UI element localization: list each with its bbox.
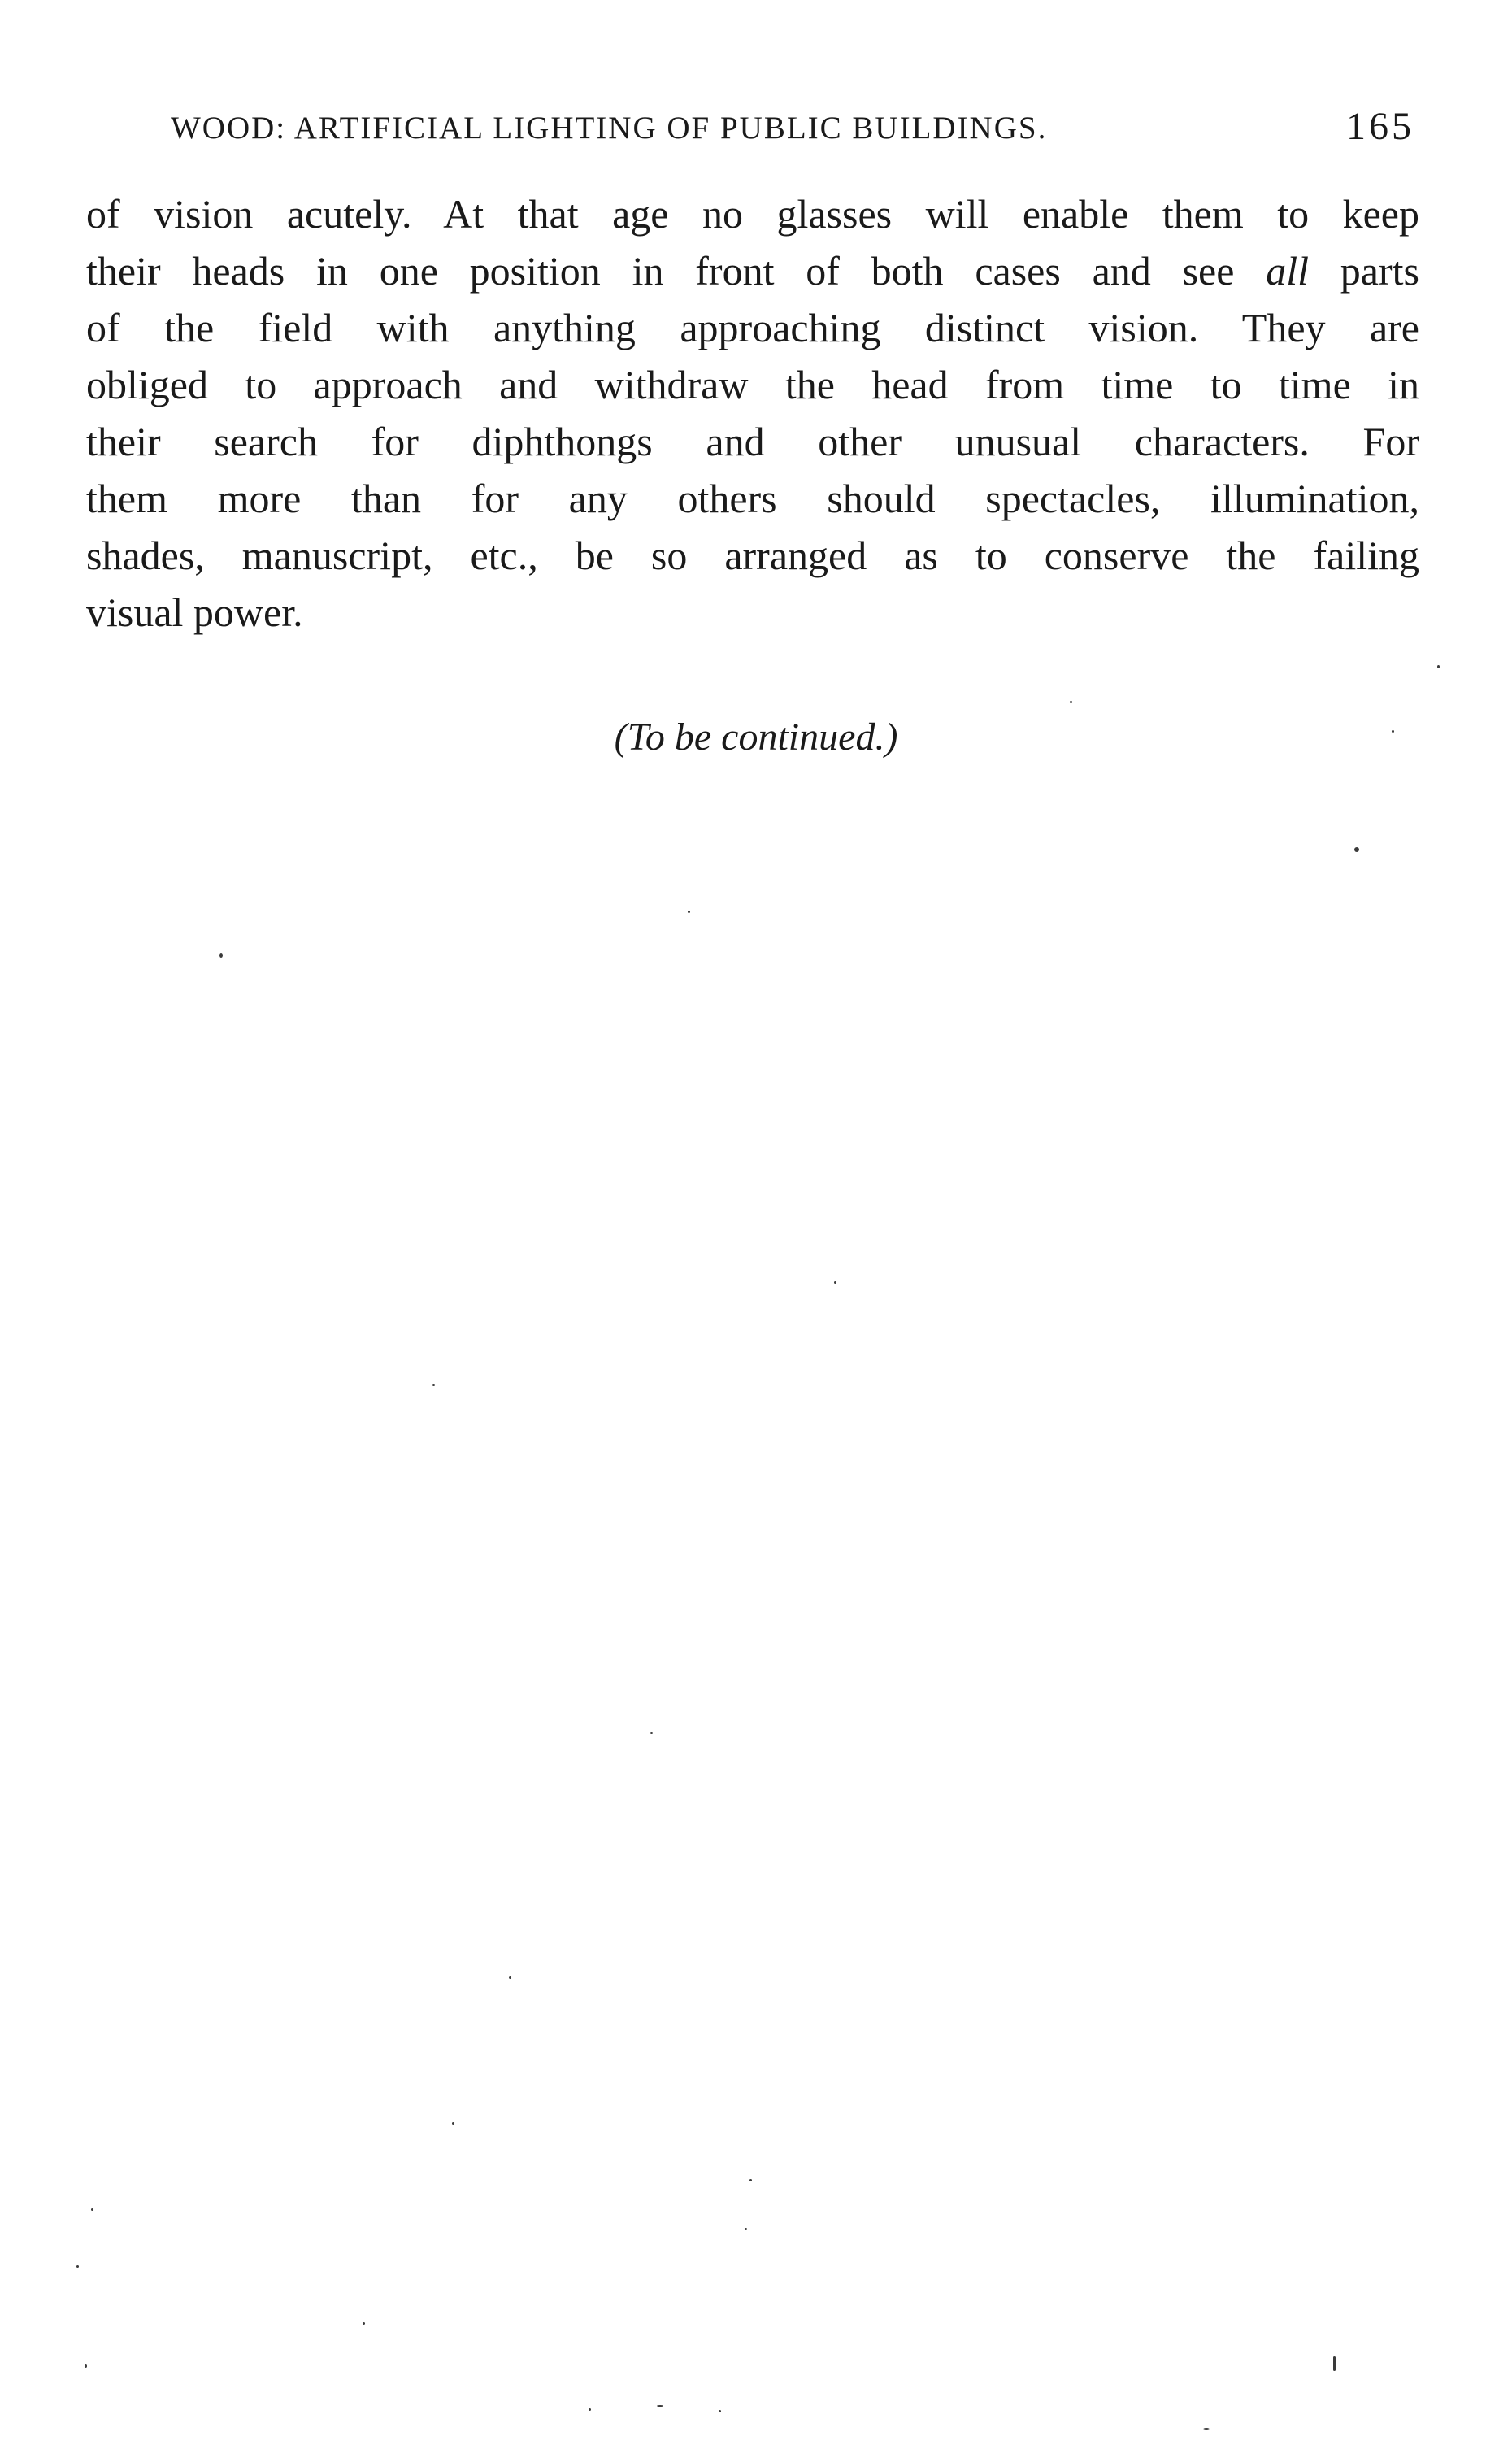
scan-speck xyxy=(91,2208,93,2211)
text-line: of the field with anything approaching distinct vision. They are xyxy=(86,305,1419,350)
text-line-part: parts xyxy=(1309,248,1419,294)
scan-speck xyxy=(1392,730,1394,733)
running-title: WOOD: ARTIFICIAL LIGHTING OF PUBLIC BUILDINGS. xyxy=(171,111,1048,146)
scan-speck xyxy=(1203,2428,1210,2430)
scan-speck xyxy=(1333,2356,1336,2371)
text-line: visual power. xyxy=(86,589,303,635)
scan-speck xyxy=(509,1976,511,1979)
scan-speck xyxy=(76,2265,79,2268)
scan-speck xyxy=(719,2410,721,2412)
scan-speck xyxy=(834,1281,836,1284)
text-line: shades, manuscript, etc., be so arranged as to conserve the failing xyxy=(86,533,1419,578)
scan-speck xyxy=(219,953,223,958)
continued-note: (To be continued.) xyxy=(614,716,898,759)
scan-speck xyxy=(745,2228,747,2230)
page-number: 165 xyxy=(1346,105,1414,148)
scan-speck xyxy=(688,911,690,913)
scan-speck xyxy=(657,2405,663,2407)
text-line-part: their heads in one position in front of both cases and see xyxy=(86,248,1267,294)
text-line: obliged to approach and withdraw the head from time to time in xyxy=(86,362,1419,407)
scan-speck xyxy=(589,2408,591,2411)
scan-speck xyxy=(1437,665,1440,668)
text-line: them more than for any others should spectacles, illumination, xyxy=(86,476,1419,521)
emphasis-word: all xyxy=(1266,248,1310,294)
scan-speck xyxy=(1070,701,1072,703)
scan-speck xyxy=(452,2122,454,2125)
scan-speck xyxy=(85,2364,87,2368)
scan-speck xyxy=(650,1732,653,1734)
running-head xyxy=(171,104,1414,153)
text-line: of vision acutely. At that age no glasses will enable them to keep xyxy=(86,191,1419,237)
scan-speck xyxy=(1354,847,1359,852)
scan-speck xyxy=(363,2322,365,2325)
body-paragraph xyxy=(86,185,1419,641)
text-line xyxy=(86,242,1419,299)
text-line: their search for diphthongs and other unusual characters. For xyxy=(86,419,1419,464)
scan-speck xyxy=(749,2179,752,2181)
scan-speck xyxy=(432,1384,435,1386)
